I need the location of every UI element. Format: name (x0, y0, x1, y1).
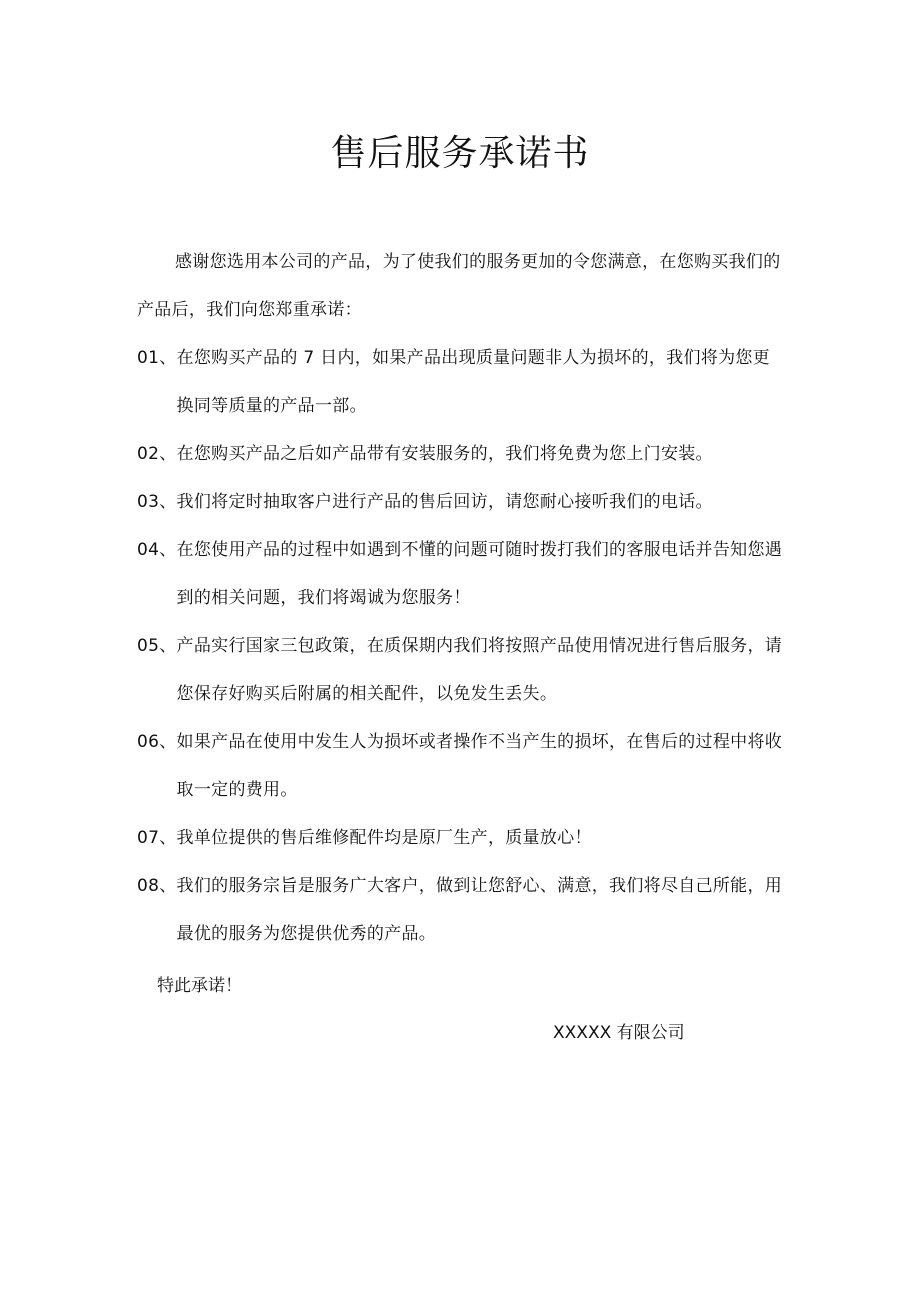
company-signature: XXXXX 有限公司 (553, 1023, 685, 1043)
commitment-item (137, 478, 787, 526)
commitment-item (137, 334, 787, 430)
item-text: 在您购买产品的 7 日内，如果产品出现质量问题非人为损坏的，我们将为您更换同等质量的产品一部。 (176, 348, 770, 416)
closing-statement: 特此承诺！ (157, 976, 242, 996)
item-text: 我们的服务宗旨是服务广大客户，做到让您舒心、满意，我们将尽自己所能，用最优的服务为您提供优秀的产品。 (176, 876, 783, 944)
commitment-item (137, 814, 787, 862)
commitment-item (137, 862, 787, 958)
commitment-item (137, 430, 787, 478)
item-number: 04、 (137, 540, 177, 560)
item-number: 06、 (137, 732, 177, 752)
item-text: 在您购买产品之后如产品带有安装服务的，我们将免费为您上门安装。 (176, 444, 713, 464)
document-title: 售后服务承诺书 (330, 133, 590, 174)
commitment-item (137, 526, 787, 622)
item-text: 如果产品在使用中发生人为损坏或者操作不当产生的损坏，在售后的过程中将收取一定的费用。 (176, 732, 783, 800)
commitment-list (137, 334, 787, 958)
item-number: 02、 (137, 444, 177, 464)
item-text: 在您使用产品的过程中如遇到不懂的问题可随时拨打我们的客服电话并告知您遇到的相关问题，我们将竭诚为您服务！ (176, 540, 783, 608)
item-text: 产品实行国家三包政策，在质保期内我们将按照产品使用情况进行售后服务，请您保存好购买后附属的相关配件，以免发生丢失。 (176, 636, 783, 704)
commitment-item (137, 622, 787, 718)
item-number: 05、 (137, 636, 177, 656)
intro-paragraph: 感谢您选用本公司的产品，为了使我们的服务更加的令您满意，在您购买我们的产品后，我们向您郑重承诺： (137, 252, 781, 320)
item-number: 07、 (137, 828, 177, 848)
item-text: 我们将定时抽取客户进行产品的售后回访，请您耐心接听我们的电话。 (176, 492, 713, 512)
item-number: 01、 (137, 348, 177, 368)
item-number: 03、 (137, 492, 177, 512)
item-text: 我单位提供的售后维修配件均是原厂生产，质量放心！ (176, 828, 592, 848)
item-number: 08、 (137, 876, 177, 896)
commitment-item (137, 718, 787, 814)
